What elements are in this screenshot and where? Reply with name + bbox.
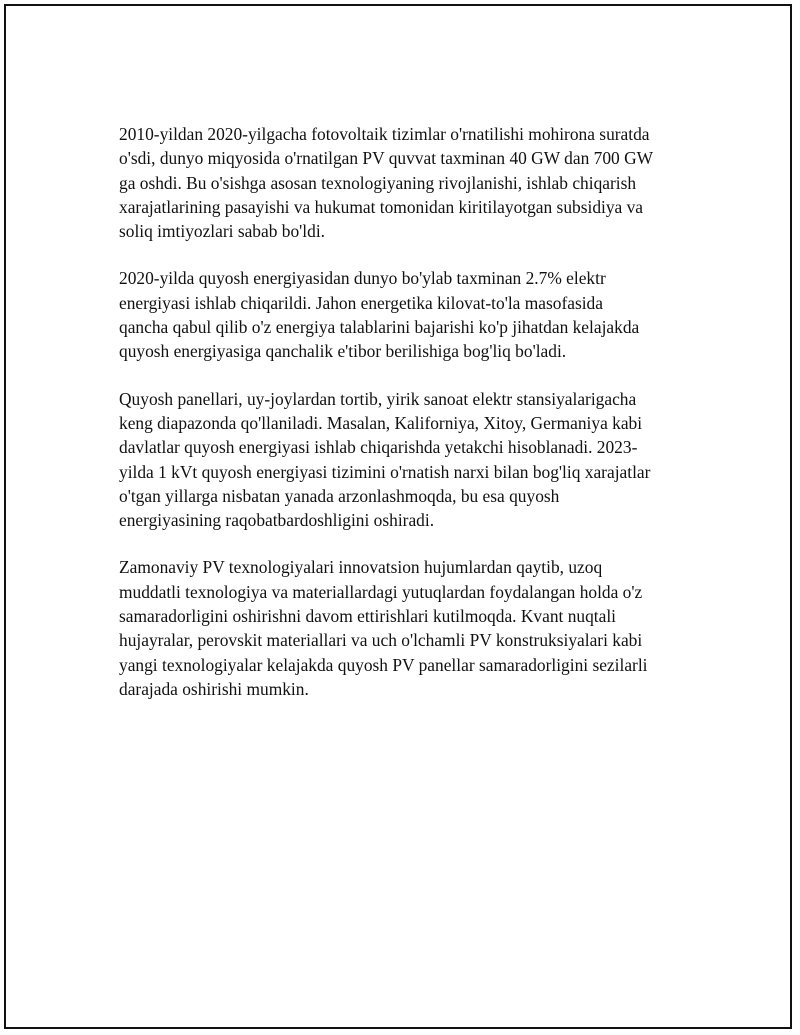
text-line: quyosh energiyasiga qanchalik e'tibor berilishiga bog'liq bo'ladi. <box>119 341 567 362</box>
text-line: yilda 1 kVt quyosh energiyasi tizimini o'rnatish narxi bilan bog'liq xarajatlar <box>119 461 651 482</box>
text-line: qancha qabul qilib o'z energiya talablarini bajarishi ko'p jihatdan kelajakda <box>119 317 640 338</box>
text-line: keng diapazonda qo'llaniladi. Masalan, Kaliforniya, Xitoy, Germaniya kabi <box>119 412 643 433</box>
text-line: 2020-yilda quyosh energiyasidan dunyo bo'ylab taxminan 2.7% elektr <box>119 268 606 289</box>
text-line: o'sdi, dunyo miqyosida o'rnatilgan PV quvvat taxminan 40 GW dan 700 GW <box>119 148 654 169</box>
text-line: Quyosh panellari, uy-joylardan tortib, yirik sanoat elektr stansiyalarigacha <box>119 388 637 409</box>
document-body <box>119 122 709 724</box>
text-line: hujayralar, perovskit materiallari va uch o'lchamli PV konstruksiyalari kabi <box>119 630 643 651</box>
text-line: xarajatlarining pasayishi va hukumat tomonidan kiritilayotgan subsidiya va <box>119 196 644 217</box>
text-line: 2010-yildan 2020-yilgacha fotovoltaik tizimlar o'rnatilishi mohirona suratda <box>119 124 650 144</box>
text-line: ga oshdi. Bu o'sishga asosan texnologiyaning rivojlanishi, ishlab chiqarish <box>119 172 637 193</box>
text-line: soliq imtiyozlari sabab bo'ldi. <box>119 221 325 242</box>
text-line: energiyasining raqobatbardoshligini oshiradi. <box>119 510 435 531</box>
text-line: samaradorligini oshirishni davom ettirishlari kutilmoqda. Kvant nuqtali <box>119 606 617 627</box>
document-page <box>4 4 792 1029</box>
text-line: davlatlar quyosh energiyasi ishlab chiqarishda yetakchi hisoblanadi. 2023- <box>119 437 638 458</box>
text-line: darajada oshirishi mumkin. <box>119 678 309 699</box>
text-line: energiyasi ishlab chiqarildi. Jahon energetika kilovat-to'la masofasida <box>119 292 603 313</box>
text-line: muddatli texnologiya va materiallardagi yutuqlardan foydalangan holda o'z <box>119 581 643 602</box>
paragraph-modern-pv-technologies <box>119 555 709 701</box>
paragraph-solar-panel-applications <box>119 387 709 533</box>
text-line: yangi texnologiyalar kelajakda quyosh PV panellar samaradorligini sezilarli <box>119 654 648 675</box>
paragraph-pv-growth <box>119 122 709 243</box>
paragraph-solar-share-2020 <box>119 266 709 363</box>
text-line: Zamonaviy PV texnologiyalari innovatsion hujumlardan qaytib, uzoq <box>119 557 603 578</box>
text-line: o'tgan yillarga nisbatan yanada arzonlashmoqda, bu esa quyosh <box>119 485 560 506</box>
